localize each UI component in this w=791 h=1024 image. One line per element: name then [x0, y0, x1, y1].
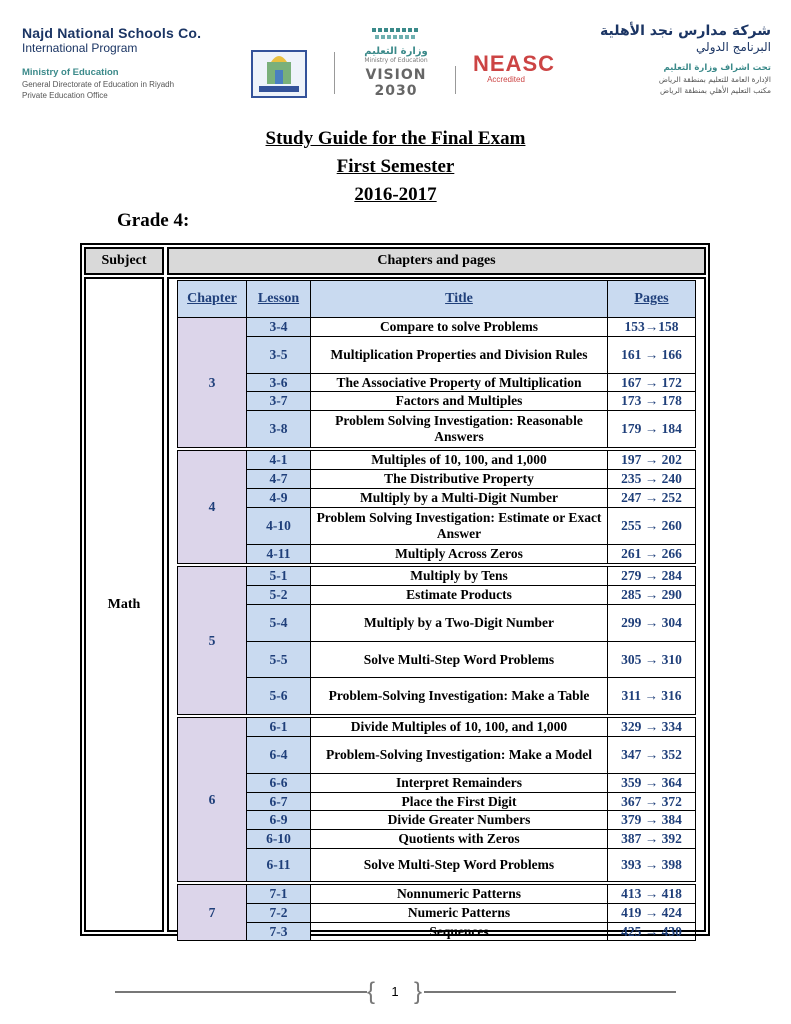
title-cell: Problem Solving Investigation: Reasonable Answers — [311, 411, 608, 448]
footer-rule-left — [115, 991, 367, 993]
title-cell: Numeric Patterns — [311, 904, 608, 923]
table-row — [178, 470, 696, 489]
subject-cell: Math — [84, 277, 164, 932]
pages-cell: 425 → 430 — [608, 923, 696, 941]
table-row — [178, 830, 696, 849]
column-header-lesson: Lesson — [247, 281, 311, 318]
table-row — [178, 337, 696, 374]
pages-cell: 255 → 260 — [608, 508, 696, 545]
pages-cell: 329 → 334 — [608, 718, 696, 737]
title-cell: Solve Multi-Step Word Problems — [311, 849, 608, 882]
neasc-mark: NEASC — [473, 51, 556, 76]
header-right-block — [600, 23, 771, 95]
table-row — [178, 904, 696, 923]
lesson-cell: 4-11 — [247, 545, 311, 564]
lesson-cell: 6-10 — [247, 830, 311, 849]
title-cell: Multiples of 10, 100, and 1,000 — [311, 451, 608, 470]
table-row — [178, 451, 696, 470]
pages-cell: 235 → 240 — [608, 470, 696, 489]
ministry-name-en: Ministry of Education — [22, 67, 119, 78]
lesson-cell: 4-7 — [247, 470, 311, 489]
ministry-logo — [350, 26, 442, 99]
title-cell: Interpret Remainders — [311, 774, 608, 793]
title-cell: Nonnumeric Patterns — [311, 885, 608, 904]
company-name-ar: شركة مدارس نجد الأهلية — [600, 23, 771, 39]
lesson-cell: 3-6 — [247, 374, 311, 392]
title-cell: Solve Multi-Step Word Problems — [311, 642, 608, 678]
table-row — [178, 605, 696, 642]
pages-cell: 179 → 184 — [608, 411, 696, 448]
title-cell: Problem-Solving Investigation: Make a Table — [311, 678, 608, 715]
title-cell: The Distributive Property — [311, 470, 608, 489]
pages-cell: 153→158 — [608, 318, 696, 337]
directorate-en: General Directorate of Education in Riyadh — [22, 80, 175, 89]
title-cell: Divide Greater Numbers — [311, 811, 608, 830]
company-name-en: Najd National Schools Co. — [22, 25, 202, 41]
title-cell: The Associative Property of Multiplication — [311, 374, 608, 392]
title-cell: Factors and Multiples — [311, 392, 608, 411]
lesson-cell: 6-1 — [247, 718, 311, 737]
title-cell: Multiply Across Zeros — [311, 545, 608, 564]
table-row — [178, 392, 696, 411]
column-header-chapter: Chapter — [178, 281, 247, 318]
lesson-cell: 5-5 — [247, 642, 311, 678]
pages-cell: 247 → 252 — [608, 489, 696, 508]
right-brace-icon: } — [414, 978, 423, 1005]
lesson-cell: 6-6 — [247, 774, 311, 793]
left-brace-icon: { — [367, 978, 376, 1005]
column-header-title: Title — [311, 281, 608, 318]
office-en: Private Education Office — [22, 91, 108, 100]
lesson-cell: 7-2 — [247, 904, 311, 923]
title-cell: Compare to solve Problems — [311, 318, 608, 337]
title-cell: Multiply by Tens — [311, 567, 608, 586]
title-cell: Multiplication Properties and Division Rules — [311, 337, 608, 374]
table-header-row — [178, 281, 696, 318]
lesson-cell: 5-4 — [247, 605, 311, 642]
pages-cell: 173 → 178 — [608, 392, 696, 411]
neasc-logo — [473, 51, 556, 91]
lesson-cell: 5-2 — [247, 586, 311, 605]
chapter-cell: 6 — [178, 718, 247, 882]
lesson-cell: 4-9 — [247, 489, 311, 508]
pages-cell: 413 → 418 — [608, 885, 696, 904]
ministry-emblem-icon — [366, 26, 426, 42]
lesson-cell: 7-3 — [247, 923, 311, 941]
lesson-cell: 6-11 — [247, 849, 311, 882]
lesson-cell: 5-1 — [247, 567, 311, 586]
lesson-cell: 4-1 — [247, 451, 311, 470]
year-title: 2016-2017 — [354, 184, 437, 205]
table-row — [178, 508, 696, 545]
title-cell: Problem Solving Investigation: Estimate or Exact Answer — [311, 508, 608, 545]
table-row — [178, 374, 696, 392]
table-row — [178, 567, 696, 586]
pages-cell: 197 → 202 — [608, 451, 696, 470]
pages-cell: 261 → 266 — [608, 545, 696, 564]
table-row — [178, 774, 696, 793]
title-cell: Place the First Digit — [311, 793, 608, 811]
pages-cell: 419 → 424 — [608, 904, 696, 923]
semester-title: First Semester — [336, 156, 455, 177]
pages-cell: 161 → 166 — [608, 337, 696, 374]
table-row — [178, 923, 696, 941]
title-cell: Multiply by a Two-Digit Number — [311, 605, 608, 642]
table-row — [178, 489, 696, 508]
neasc-accredited: Accredited — [487, 75, 525, 84]
grade-heading: Grade 4: — [117, 210, 190, 231]
column-header-pages: Pages — [608, 281, 696, 318]
table-row — [178, 678, 696, 715]
pages-cell: 299 → 304 — [608, 605, 696, 642]
lesson-cell: 5-6 — [247, 678, 311, 715]
lesson-cell: 6-7 — [247, 793, 311, 811]
table-row — [178, 811, 696, 830]
subject-header: Subject — [84, 247, 164, 275]
footer-rule-right — [424, 991, 676, 993]
chapter-cell: 4 — [178, 451, 247, 564]
pages-cell: 379 → 384 — [608, 811, 696, 830]
table-row — [178, 586, 696, 605]
pages-cell: 167 → 172 — [608, 374, 696, 392]
lesson-cell: 3-7 — [247, 392, 311, 411]
directorate-ar: الإدارة العامة للتعليم بمنطقة الرياض — [658, 75, 771, 84]
title-cell: Problem-Solving Investigation: Make a Model — [311, 737, 608, 774]
ministry-name-small: Ministry of Education — [364, 57, 428, 64]
office-ar: مكتب التعليم الأهلي بمنطقة الرياض — [660, 86, 771, 95]
pages-cell: 359 → 364 — [608, 774, 696, 793]
pages-cell: 311 → 316 — [608, 678, 696, 715]
pages-cell: 305 → 310 — [608, 642, 696, 678]
chapter-cell: 3 — [178, 318, 247, 448]
pages-cell: 393 → 398 — [608, 849, 696, 882]
vision-2030-logo: VISION 2030 — [365, 67, 427, 99]
table-row — [178, 318, 696, 337]
title-cell: Divide Multiples of 10, 100, and 1,000 — [311, 718, 608, 737]
page-number: 1 — [391, 984, 399, 999]
lesson-cell: 3-5 — [247, 337, 311, 374]
lesson-cell: 3-4 — [247, 318, 311, 337]
title-cell: Multiply by a Multi-Digit Number — [311, 489, 608, 508]
school-logo — [251, 50, 307, 98]
table-row — [178, 545, 696, 564]
title-cell: Sequences — [311, 923, 608, 941]
title-cell: Estimate Products — [311, 586, 608, 605]
lesson-cell: 3-8 — [247, 411, 311, 448]
chapters-table — [177, 280, 696, 941]
table-row — [178, 793, 696, 811]
lesson-cell: 7-1 — [247, 885, 311, 904]
table-row — [178, 849, 696, 882]
supervision-ar: تحت اشراف وزارة التعليم — [663, 63, 771, 73]
lesson-cell: 6-4 — [247, 737, 311, 774]
title-cell: Quotients with Zeros — [311, 830, 608, 849]
table-row — [178, 718, 696, 737]
chapters-header: Chapters and pages — [167, 247, 706, 275]
program-name-ar: البرنامج الدولي — [696, 40, 771, 54]
ministry-name-ar: وزارة التعليم — [364, 46, 428, 57]
lesson-cell: 6-9 — [247, 811, 311, 830]
lesson-cell: 4-10 — [247, 508, 311, 545]
table-row — [178, 737, 696, 774]
table-row — [178, 411, 696, 448]
pages-cell: 387 → 392 — [608, 830, 696, 849]
pages-cell: 285 → 290 — [608, 586, 696, 605]
doc-title: Study Guide for the Final Exam — [265, 128, 526, 149]
pages-cell: 279 → 284 — [608, 567, 696, 586]
header-divider — [334, 52, 335, 94]
header-left-block — [22, 25, 201, 100]
table-row — [178, 885, 696, 904]
header-divider — [455, 66, 456, 94]
pages-cell: 367 → 372 — [608, 793, 696, 811]
pages-cell: 347 → 352 — [608, 737, 696, 774]
table-row — [178, 642, 696, 678]
chapter-cell: 7 — [178, 885, 247, 941]
program-name-en: International Program — [22, 41, 138, 55]
chapter-cell: 5 — [178, 567, 247, 715]
